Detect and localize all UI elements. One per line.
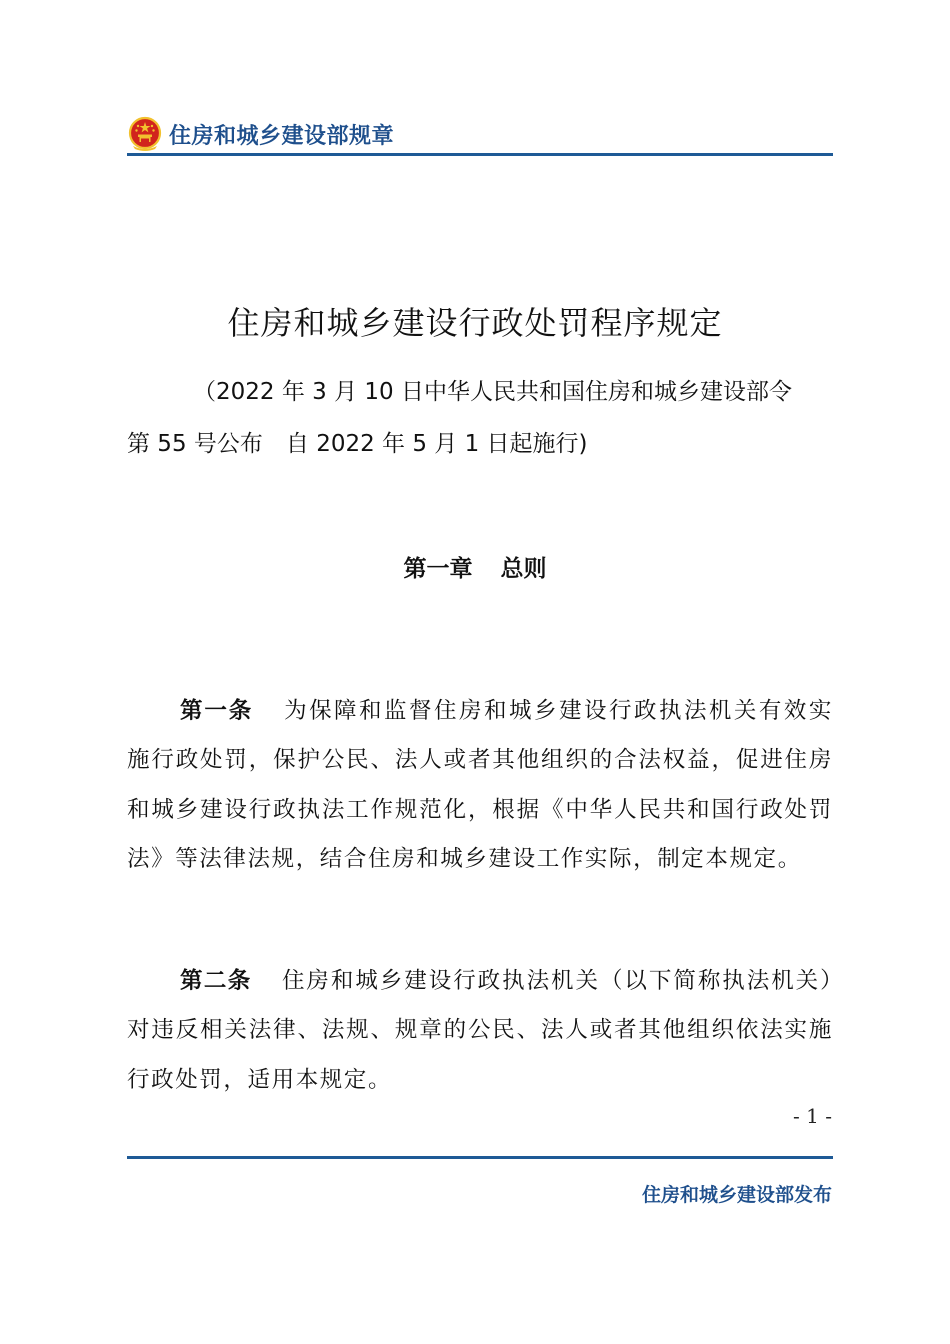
header-title: 住房和城乡建设部规章 xyxy=(169,123,395,149)
article-2-text: 住房和城乡建设行政执法机关（以下简称执法机关）对违反相关法律、法规、规章的公民、法人或者其他组织依法实施行政处罚，适用本规定。 xyxy=(127,967,833,1093)
article-1-text: 为保障和监督住房和城乡建设行政执法机关有效实施行政处罚，保护公民、法人或者其他组织的合法权益，促进住房和城乡建设行政执法工作规范化，根据《中华人民共和国行政处罚法》等法律法规，结合住房和城乡建设工作实际，制定本规定。 xyxy=(127,697,833,872)
footer-divider xyxy=(127,1156,833,1159)
chapter-name: 总则 xyxy=(500,556,547,582)
chapter-number: 第一章 xyxy=(403,556,473,582)
page-header xyxy=(127,112,832,156)
document-title: 住房和城乡建设行政处罚程序规定 xyxy=(227,304,723,342)
article-1 xyxy=(127,687,833,885)
article-2 xyxy=(127,957,833,1106)
promulgation-line-2: 第 55 号公布 自 2022 年 5 月 1 日起施行) xyxy=(127,431,588,457)
footer-publisher: 住房和城乡建设部发布 xyxy=(641,1184,832,1206)
promulgation-note xyxy=(127,366,833,470)
header-divider xyxy=(127,153,833,156)
promulgation-line-1: （2022 年 3 月 10 日中华人民共和国住房和城乡建设部令 xyxy=(193,379,792,405)
article-1-number: 第一条 xyxy=(180,697,254,724)
article-2-number: 第二条 xyxy=(180,967,252,994)
chapter-heading xyxy=(0,550,950,583)
national-emblem-icon xyxy=(127,116,163,152)
page-number: - 1 - xyxy=(793,1104,832,1128)
